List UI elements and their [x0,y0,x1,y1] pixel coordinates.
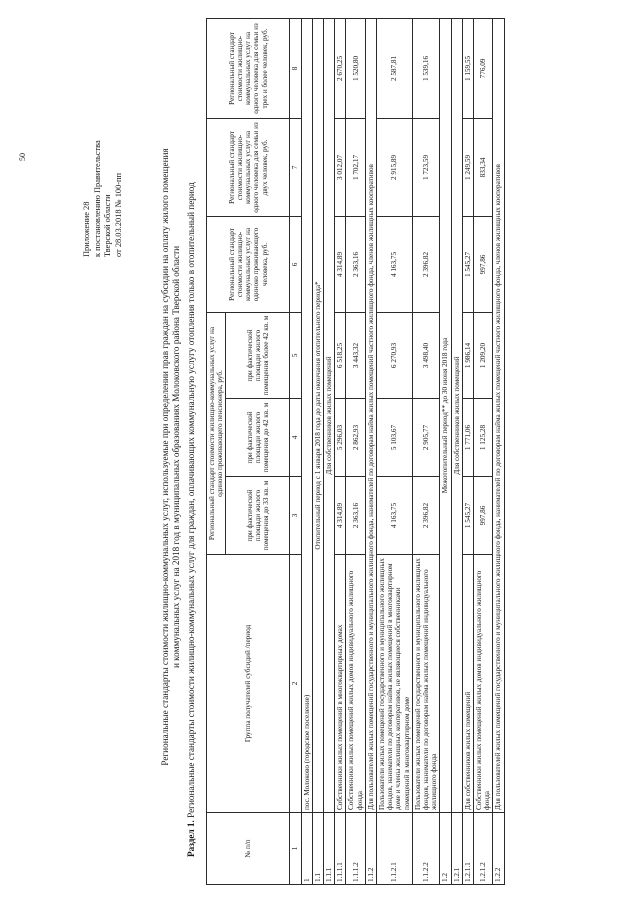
heading-line: Региональные стандарты стоимости жилищно-коммунальных услуг, используемые при определении прав граждан на субсидии на оплату жилого помещения [160,148,170,766]
standard-value: 776,09 [474,18,493,118]
standard-value: 1 771,06 [462,399,473,477]
appendix-line: Приложение 28 [82,201,91,257]
section-text: Региональные стандарты стоимости жилищно-коммунальных услуг для граждан, оплачивающих коммунальную услугу отопления только в отопительный период [186,182,196,821]
appendix-line: Тверской области [103,194,112,257]
row-number: 1.2.1 [451,813,462,885]
column-index-cell: 2 [290,555,301,813]
heading-line: и коммунальных услуг на 2018 год в муниципальных образованиях Молоковского района Тверской области [171,245,181,669]
group-label: пос. Молоково (городское поселение) [301,18,312,812]
standards-table [206,18,505,885]
table-row [451,18,462,884]
recipient-group: Пользователи жилых помещений государственного и муниципального жилищных фондов, наниматели по договорам найма жилых помещений в многоквартирном доме и члены жилищных кооперативов, не являющиеся собственниками помещений в многоквартирном доме [377,555,413,813]
header-family-two: Региональный стандарт стоимости жилищно-коммунальных услуг на одного человека для семьи из двух человек, руб. [207,118,290,216]
section-number: Раздел 1. [186,820,196,857]
header-single-pensioner: Региональный стандарт стоимости жилищно-коммунальных услуг на одиноко проживающего пенсионера, руб. [207,312,226,554]
header-group: Группа получателей субсидий /период [207,555,290,813]
column-index-cell: 7 [290,118,301,216]
column-index-cell: 6 [290,216,301,312]
column-index-cell: 3 [290,477,301,555]
standard-value: 833,34 [474,118,493,216]
row-number: 1.2 [440,813,451,885]
document-heading [160,57,182,857]
standard-value: 5 296,03 [335,399,346,477]
standard-value: 3 498,40 [412,312,440,398]
standard-value: 2 915,89 [377,118,413,216]
standard-value: 1 986,14 [462,312,473,398]
standard-value: 2 670,25 [335,18,346,118]
header-area-42: при фактической площади жилого помещения до 42 кв. м [226,399,290,477]
header-family-three: Региональный стандарт стоимости жилищно-коммунальных услуг на одного человека для семьи из трех и более человек, руб. [207,18,290,118]
group-label: Для пользователей жилых помещений государственного и муниципального жилищного фонда, нанимателей по договорам найма жилых помещений частного жилищного фонда, членов жилищных кооперативов [365,18,376,812]
table-body [301,18,504,884]
standard-value: 5 103,67 [377,399,413,477]
standard-value: 6 518,25 [335,312,346,398]
column-index-row [290,18,301,884]
header-num: № п/п [207,813,290,885]
standard-value: 1 159,55 [462,18,473,118]
group-label: Межотопительный период** до 30 июня 2018 года [440,18,451,812]
column-index-cell: 5 [290,312,301,398]
standard-value: 997,86 [474,477,493,555]
standard-value: 1 545,27 [462,216,473,312]
table-row [377,18,413,884]
table-row [335,18,346,884]
standard-value: 1 520,80 [346,18,365,118]
header-single-person: Региональный стандарт стоимости жилищно-коммунальных услуг на одиноко проживающего человека, руб. [207,216,290,312]
table-row [365,18,376,884]
page-number: 50 [18,153,27,161]
recipient-group: Собственники жилых помещений жилых домов индивидуального жилищного фонда [474,555,493,813]
row-number: 1.1.1.1 [335,813,346,885]
table-row [440,18,451,884]
row-number: 1.2.1.1 [462,813,473,885]
appendix-line: от 28.03.2018 № 100-пп [113,172,123,257]
group-label: Для пользователей жилых помещений государственного и муниципального жилищного фонда, нанимателей по договорам найма жилых помещений частного жилищного фонда, членов жилищных кооперативов [493,18,504,812]
recipient-group: Собственники жилых помещений в многоквартирных домах [335,555,346,813]
standard-value: 1 723,59 [412,118,440,216]
standard-value: 2 363,16 [346,216,365,312]
table-row [324,18,335,884]
standard-value: 4 314,89 [335,477,346,555]
column-index-cell: 1 [290,813,301,885]
standard-value: 2 905,77 [412,399,440,477]
standard-value: 2 363,16 [346,477,365,555]
standard-value: 4 314,89 [335,216,346,312]
standard-value: 2 587,81 [377,18,413,118]
row-number: 1.1 [312,813,323,885]
row-number: 1.2.1.2 [474,813,493,885]
standard-value: 1 539,16 [412,18,440,118]
table-row [493,18,504,884]
row-number: 1.2.2 [493,813,504,885]
group-label: Отопительный период с 1 января 2018 года до даты окончания отопительного периода* [312,18,323,812]
table-row [312,18,323,884]
table-row [474,18,493,884]
standard-value: 1 702,17 [346,118,365,216]
recipient-group: Собственники жилых помещений жилых домов индивидуального жилищного фонда [346,555,365,813]
table-row [412,18,440,884]
standard-value: 6 270,93 [377,312,413,398]
column-index-cell: 4 [290,399,301,477]
appendix-line: к постановлению Правительства [92,140,102,257]
standard-value: 4 163,75 [377,216,413,312]
column-index-cell: 8 [290,18,301,118]
standard-value: 3 443,32 [346,312,365,398]
standard-value: 997,86 [474,216,493,312]
standard-value: 2 396,82 [412,477,440,555]
appendix-block [82,57,124,257]
standard-value: 3 012,07 [335,118,346,216]
group-label: Для собственников жилых помещений [451,18,462,812]
standard-value: 2 862,93 [346,399,365,477]
row-number: 1.1.1 [324,813,335,885]
recipient-group: Для собственников жилых помещений [462,555,473,813]
table-row [462,18,473,884]
header-area-33: при фактической площади жилого помещения до 33 кв. м [226,477,290,555]
table-row [346,18,365,884]
section-title [186,57,197,857]
table-row [301,18,312,884]
header-area-over-42: при фактической площади жилого помещения более 42 кв. м [226,312,290,398]
row-number: 1.1.1.2 [346,813,365,885]
standard-value: 1 209,20 [474,312,493,398]
recipient-group: Пользователи жилых помещений государственного и муниципального жилищных фондов, наниматели по договорам найма жилых помещений индивидуального жилищного фонда [412,555,440,813]
standard-value: 4 163,75 [377,477,413,555]
standard-value: 1 545,27 [462,477,473,555]
group-label: Для собственников жилых помещений [324,18,335,812]
row-number: 1.1.2 [365,813,376,885]
row-number: 1.1.2.1 [377,813,413,885]
standard-value: 1 249,59 [462,118,473,216]
row-number: 1 [301,813,312,885]
standard-value: 1 125,28 [474,399,493,477]
standard-value: 2 396,82 [412,216,440,312]
row-number: 1.1.2.2 [412,813,440,885]
